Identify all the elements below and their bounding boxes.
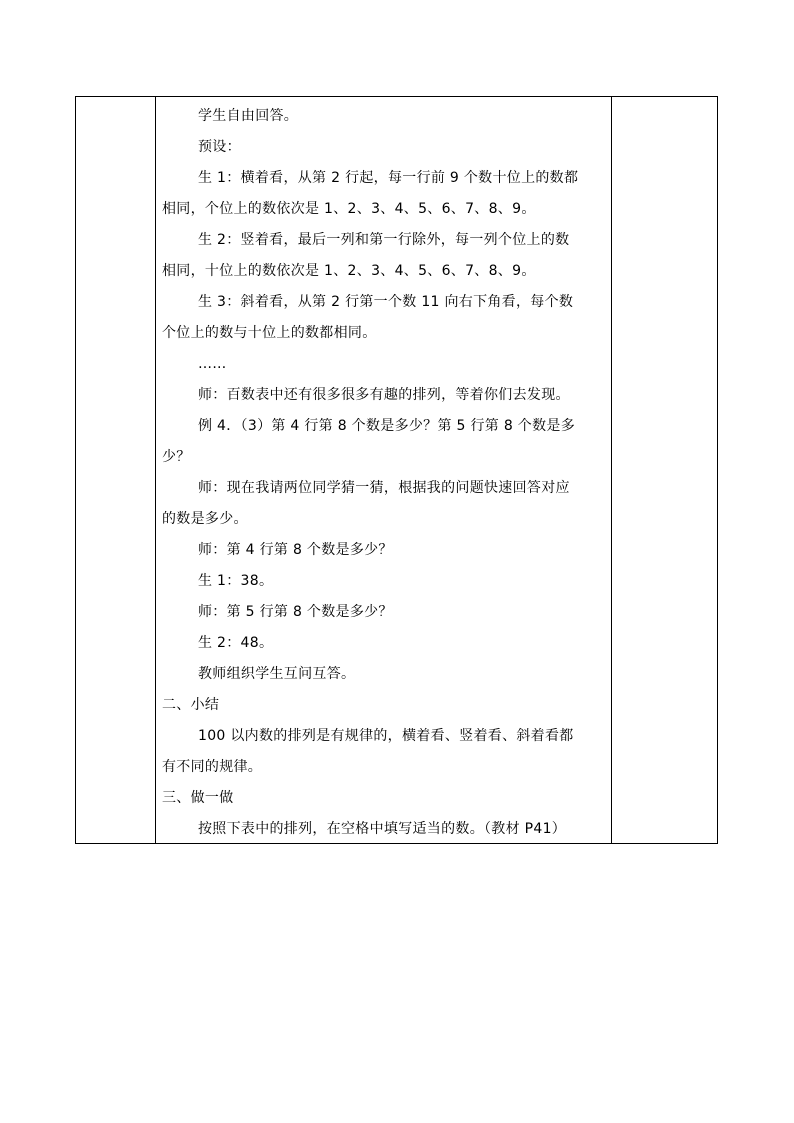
text-line: …… [198,356,227,372]
text-line: 有不同的规律。 [162,759,263,775]
text-line: 生 2：竖着看，最后一列和第一行除外，每一列个位上的数 [198,232,570,248]
text-line: 师：第 4 行第 8 个数是多少？ [198,542,393,558]
text-line: 生 2：48。 [198,635,274,651]
text-line: 师：百数表中还有很多很多有趣的排列，等着你们去发现。 [198,387,570,403]
text-line: 少？ [162,449,191,465]
text-line: 生 1：横着看，从第 2 行起，每一行前 9 个数十位上的数都 [198,170,579,186]
left-column-cell [76,97,156,843]
lesson-table [75,96,718,844]
text-line: 相同，个位上的数依次是 1、2、3、4、5、6、7、8、9。 [162,201,536,217]
section-heading: 三、做一做 [162,790,234,806]
content-column-cell [156,97,612,843]
text-line: 生 3：斜着看，从第 2 行第一个数 11 向右下角看，每个数 [198,294,574,310]
text-line: 100 以内数的排列是有规律的，横着看、竖着看、斜着看都 [198,728,574,744]
text-line: 师：现在我请两位同学猜一猜，根据我的问题快速回答对应 [198,480,570,496]
text-line: 的数是多少。 [162,511,248,527]
section-heading: 二、小结 [162,697,220,713]
text-line: 相同，十位上的数依次是 1、2、3、4、5、6、7、8、9。 [162,263,536,279]
right-column-cell [612,97,717,843]
text-line: 例 4．（3）第 4 行第 8 个数是多少？第 5 行第 8 个数是多 [198,418,575,434]
text-line: 个位上的数与十位上的数都相同。 [162,325,377,341]
text-line: 教师组织学生互问互答。 [198,666,356,682]
text-line: 预设： [198,139,241,155]
text-line: 学生自由回答。 [198,108,299,124]
text-line: 生 1：38。 [198,573,274,589]
text-line: 师：第 5 行第 8 个数是多少？ [198,604,393,620]
text-line: 按照下表中的排列，在空格中填写适当的数。（教材 P41） [198,821,567,837]
